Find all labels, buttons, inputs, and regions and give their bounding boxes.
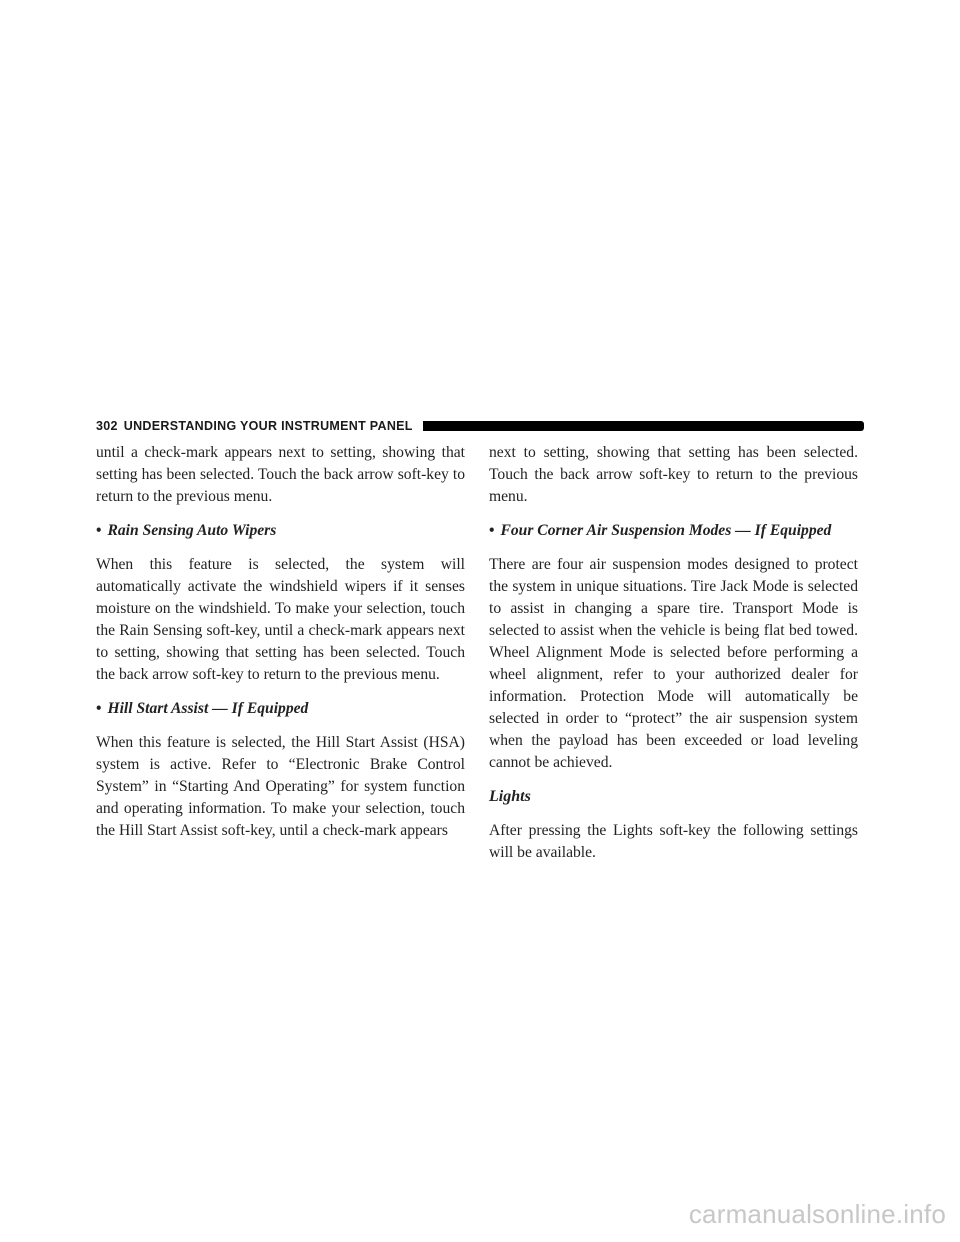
paragraph: When this feature is selected, the Hill Start Assist (HSA) system is active. Refer to “Electronic Brake Control System” in “Starting And Operating” for system function and operating information. To make your selection, touch the Hill Start Assist soft-key, until a check-mark appears: [96, 734, 465, 839]
bullet-label: Rain Sensing Auto Wipers: [107, 522, 277, 539]
paragraph: next to setting, showing that setting has been selected. Touch the back arrow soft-key to return to the previous menu.: [489, 444, 858, 505]
bullet-icon: •: [489, 522, 495, 539]
bullet-label: Hill Start Assist — If Equipped: [107, 700, 309, 717]
right-column: [489, 442, 858, 876]
bullet-item-rain-sensing: [96, 520, 465, 542]
page-header: [96, 417, 864, 435]
bullet-icon: •: [96, 700, 102, 717]
header-rule: [423, 421, 864, 431]
section-title: UNDERSTANDING YOUR INSTRUMENT PANEL: [123, 419, 413, 433]
paragraph: When this feature is selected, the system will automatically activate the windshield wipers if it senses moisture on the windshield. To make your selection, touch the Rain Sensing soft-key, until a check-mark appears next to setting, showing that setting has been selected. Touch the back arrow soft-key to return to the previous menu.: [96, 556, 465, 683]
bullet-icon: •: [96, 522, 102, 539]
left-column: [96, 442, 465, 854]
watermark: carmanualsonline.info: [688, 1199, 946, 1229]
bullet-item-hill-start-assist: [96, 698, 465, 720]
bullet-label: Four Corner Air Suspension Modes — If Equipped: [500, 522, 832, 539]
bullet-item-air-suspension: [489, 520, 858, 542]
page-number: 302: [96, 419, 118, 433]
paragraph: After pressing the Lights soft-key the following settings will be available.: [489, 822, 858, 861]
paragraph: There are four air suspension modes designed to protect the system in unique situations. Tire Jack Mode is selected to assist in changing a spare tire. Transport Mode is selected to assist when the vehicle is being flat bed towed. Wheel Alignment Mode is selected before performing a wheel alignment, refer to your authorized dealer for information. Protection Mode will automatically be selected in order to “protect” the air suspension system when the payload has been exceeded or load leveling cannot be achieved.: [489, 556, 858, 771]
paragraph: until a check-mark appears next to setting, showing that setting has been selected. Touch the back arrow soft-key to return to the previous menu.: [96, 444, 465, 505]
subheading-lights: Lights: [489, 788, 531, 805]
